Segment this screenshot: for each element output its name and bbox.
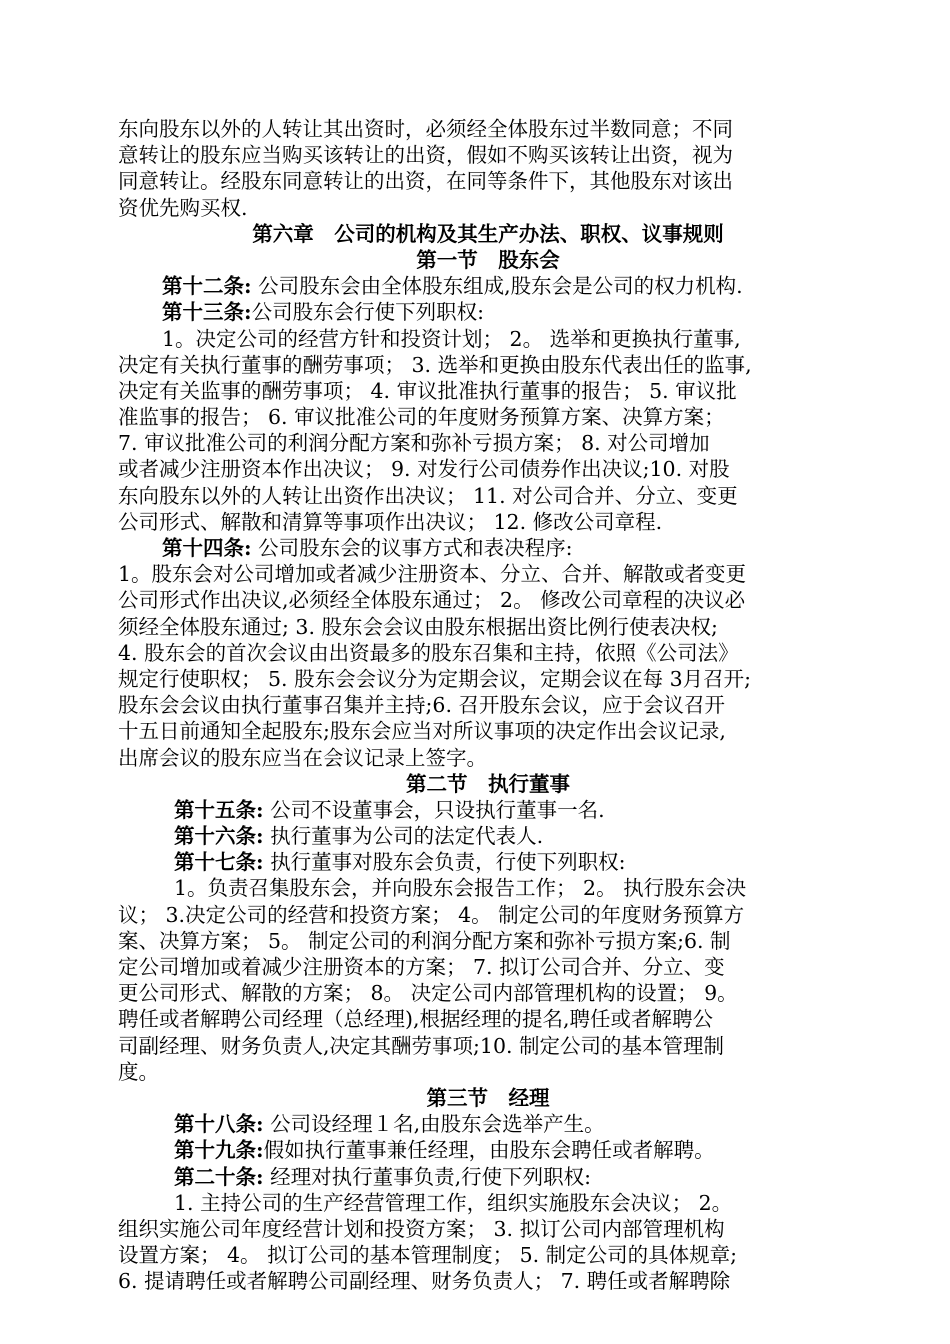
article-label: 第十五条:: [174, 797, 264, 822]
body-line: 聘任或者解聘公司经理（总经理),根据经理的提名,聘任或者解聘公: [118, 1007, 714, 1032]
body-line: 十五日前通知全起股东;股东会应当对所议事项的决定作出会议记录,: [118, 719, 726, 744]
body-line: 案、决算方案； 5。 制定公司的利润分配方案和弥补亏损方案;6. 制: [118, 928, 731, 953]
body-line: 度。: [118, 1059, 159, 1084]
body-line: 决定有关执行董事的酬劳事项； 3. 选举和更换由股东代表出任的监事,: [118, 352, 752, 377]
body-line: 意转让的股东应当购买该转让的出资，假如不购买该转让出资，视为: [118, 143, 733, 168]
body-line: 资优先购买权.: [118, 195, 248, 220]
body-line: 7. 审议批准公司的利润分配方案和弥补亏损方案； 8. 对公司增加: [118, 431, 710, 456]
body-line: 出席会议的股东应当在会议记录上签字。: [118, 745, 487, 770]
article-text: 公司不设董事会，只设执行董事一名.: [263, 797, 605, 822]
article-text: 执行董事对股东会负责，行使下列职权:: [263, 850, 626, 875]
article-16: [118, 823, 858, 849]
body-line: 决定有关监事的酬劳事项； 4. 审议批准执行董事的报告； 5. 审议批: [118, 378, 737, 403]
article-text: 公司设经理１名,由股东会选举产生。: [263, 1112, 605, 1137]
body-line: 1. 主持公司的生产经营管理工作，组织实施股东会决议； 2。: [174, 1190, 733, 1215]
article-text: 公司股东会行使下列职权:: [251, 300, 484, 325]
article-text: 执行董事为公司的法定代表人.: [263, 824, 544, 849]
body-line: 东向股东以外的人转让其出资时，必须经全体股东过半数同意；不同: [118, 117, 733, 141]
body-line: 6. 提请聘任或者解聘公司副经理、财务负责人； 7. 聘任或者解聘除: [118, 1269, 731, 1294]
body-line: 规定行使职权； 5. 股东会会议分为定期会议，定期会议在每 3月召开;: [118, 666, 752, 691]
document-page: [118, 116, 858, 1294]
article-label: 第十四条:: [162, 536, 252, 560]
article-text: 假如执行董事兼任经理，由股东会聘任或者解聘。: [263, 1138, 715, 1163]
article-text: 经理对执行董事负责,行使下列职权:: [263, 1164, 592, 1189]
body-line: 股东会会议由执行董事召集并主持;6. 召开股东会议，应于会议召开: [118, 693, 725, 718]
article-label: 第十九条:: [174, 1138, 264, 1163]
body-line: 1。决定公司的经营方针和投资计划； 2。 选举和更换执行董事,: [162, 326, 741, 351]
article-12: [118, 273, 858, 299]
body-line: 1。负责召集股东会，并向股东会报告工作； 2。 执行股东会决: [174, 876, 747, 901]
body-line: 公司形式、解散和清算等事项作出决议； 12. 修改公司章程.: [118, 509, 663, 534]
article-label: 第十二条:: [162, 274, 252, 299]
article-17: [118, 849, 858, 875]
article-19: [118, 1137, 858, 1163]
body-line: 公司形式作出决议,必须经全体股东通过； 2。 修改公司章程的决议必: [118, 588, 746, 613]
article-20: [118, 1164, 858, 1190]
body-line: 或者减少注册资本作出决议； 9. 对发行公司债券作出决议;10. 对股: [118, 457, 730, 482]
article-13: [118, 299, 858, 325]
article-label: 第十三条:: [162, 300, 252, 325]
body-line: 议； 3.决定公司的经营和投资方案； 4。 制定公司的年度财务预算方: [118, 902, 745, 927]
article-label: 第十七条:: [174, 850, 264, 875]
body-line: 司副经理、财务负责人,决定其酬劳事项;10. 制定公司的基本管理制: [118, 1033, 725, 1058]
article-label: 第十六条:: [174, 824, 264, 849]
body-line: 准监事的报告； 6. 审议批准公司的年度财务预算方案、决算方案；: [118, 405, 725, 430]
article-text: 公司股东会由全体股东组成,股东会是公司的权力机构.: [251, 274, 743, 299]
article-text: 公司股东会的议事方式和表决程序:: [251, 536, 573, 560]
body-line: 4. 股东会的首次会议由出资最多的股东召集和主持，依照《公司法》: [118, 640, 739, 665]
section-heading: 第三节 经理: [426, 1085, 550, 1110]
section-heading: 第二节 执行董事: [406, 771, 570, 796]
article-label: 第十八条:: [174, 1112, 264, 1137]
article-label: 第二十条:: [174, 1164, 264, 1189]
body-line: 设置方案； 4。 拟订公司的基本管理制度； 5. 制定公司的具体规章;: [118, 1243, 738, 1268]
section-heading: 第一节 股东会: [416, 247, 560, 272]
body-line: 更公司形式、解散的方案； 8。 决定公司内部管理机构的设置； 9。: [118, 981, 738, 1006]
body-line: 定公司增加或着减少注册资本的方案； 7. 拟订公司合并、分立、变: [118, 955, 725, 979]
body-line: 同意转让。经股东同意转让的出资，在同等条件下，其他股东对该出: [118, 169, 733, 194]
body-line: 组织实施公司年度经营计划和投资方案； 3. 拟订公司内部管理机构: [118, 1216, 725, 1241]
body-line: 须经全体股东通过; 3. 股东会会议由股东根据出资比例行使表决权;: [118, 614, 718, 639]
body-line: 1。股东会对公司增加或者减少注册资本、分立、合并、解散或者变更: [118, 562, 747, 587]
body-line: 东向股东以外的人转让出资作出决议； 11. 对公司合并、分立、变更: [118, 483, 738, 508]
article-14: [118, 535, 858, 561]
article-18: [118, 1111, 858, 1137]
article-15: [118, 797, 858, 823]
chapter-heading: 第六章 公司的机构及其生产办法、职权、议事规则: [252, 221, 724, 246]
